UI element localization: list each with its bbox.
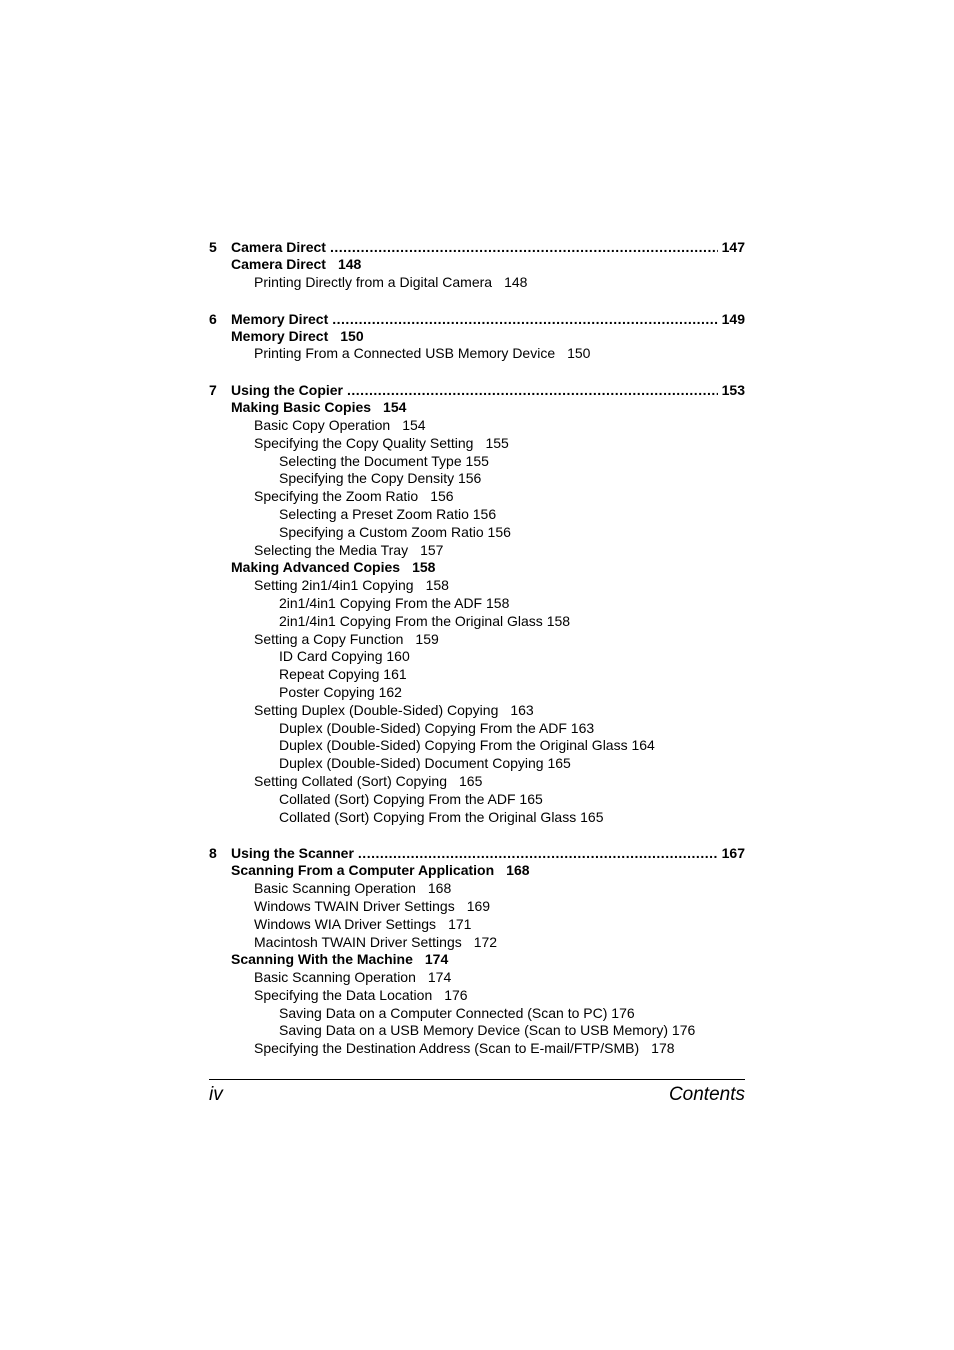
toc-entry-level-3[interactable] [209,1005,745,1023]
entry-title: Selecting a Preset Zoom Ratio [279,505,469,522]
entry-title: Scanning With the Machine [231,951,413,968]
chapter-title: Using the Scanner [231,845,354,862]
page-footer [209,1079,745,1105]
entry-page: 165 [547,755,571,772]
entry-page: 174 [424,951,449,968]
toc-entry-level-2[interactable] [209,577,745,595]
toc-chapter [209,310,745,364]
entry-title: Windows WIA Driver Settings [254,915,437,932]
toc-entry-level-2[interactable] [209,417,745,435]
entry-title: Specifying the Destination Address (Scan to E-mail/FTP/SMB) [254,1040,640,1057]
entry-page: 157 [420,541,444,558]
chapter-row [231,310,745,328]
entry-title: Making Basic Copies [231,399,372,416]
entry-page: 156 [487,523,511,540]
toc-entry-level-3[interactable] [209,506,745,524]
entry-title: Duplex (Double-Sided) Copying From the ADF [279,719,567,736]
toc-chapter [209,238,745,292]
entry-page: 165 [459,772,483,789]
page-number: iv [209,1084,223,1105]
entry-title: Selecting the Document Type [279,452,462,469]
chapter-title: Using the Copier [231,382,344,399]
entry-page: 158 [546,612,571,629]
entry-title: Printing From a Connected USB Memory Device [254,345,556,362]
entry-page: 156 [430,488,454,505]
toc-entry-level-2[interactable] [209,488,745,506]
entry-page: 162 [378,683,402,700]
toc-chapter [209,381,745,826]
entry-title: Collated (Sort) Copying From the Original Glass [279,808,577,825]
toc-entry-level-3[interactable] [209,1022,745,1040]
entry-title: Printing Directly from a Digital Camera [254,273,493,290]
toc-entry-level-2[interactable] [209,702,745,720]
entry-title: Basic Copy Operation [254,416,391,433]
chapter-page: 167 [721,845,745,862]
entry-page: 178 [651,1040,675,1057]
entry-page: 174 [427,969,452,986]
entry-page: 158 [425,577,449,594]
toc-entry-level-3[interactable] [209,595,745,613]
entry-page: 176 [444,986,468,1003]
dot-leader [332,310,717,328]
toc-entry-level-1[interactable] [209,328,745,346]
table-of-contents [209,238,745,1076]
toc-entry-level-3[interactable] [209,737,745,755]
entry-title: Poster Copying [279,683,375,700]
chapter-heading[interactable] [209,238,745,256]
toc-entry-level-3[interactable] [209,470,745,488]
chapter-heading[interactable] [209,381,745,399]
entry-title: Setting Collated (Sort) Copying [254,772,447,789]
toc-entry-level-2[interactable] [209,631,745,649]
toc-entry-level-3[interactable] [209,720,745,738]
toc-entry-level-2[interactable] [209,898,745,916]
toc-entry-level-3[interactable] [209,613,745,631]
toc-entry-level-2[interactable] [209,1040,745,1058]
entry-page: 156 [472,505,497,522]
entry-title: Saving Data on a Computer Connected (Scan to PC) [279,1004,608,1021]
entry-page: 163 [570,719,595,736]
entry-page: 168 [427,880,452,897]
chapter-page: 149 [721,310,745,327]
toc-entry-level-2[interactable] [209,345,745,363]
entry-page: 165 [580,808,604,825]
entry-title: Setting a Copy Function [254,630,404,647]
chapter-number: 6 [209,310,217,327]
toc-entry-level-1[interactable] [209,399,745,417]
toc-entry-level-2[interactable] [209,773,745,791]
entry-page: 176 [671,1022,696,1039]
chapter-title: Memory Direct [231,310,329,327]
toc-entry-level-2[interactable] [209,435,745,453]
entry-title: Saving Data on a USB Memory Device (Scan to USB Memory) [279,1022,669,1039]
entry-page: 156 [457,470,482,487]
entry-page: 154 [383,399,407,416]
entry-page: 176 [611,1004,635,1021]
toc-entry-level-3[interactable] [209,684,745,702]
entry-page: 158 [412,559,436,576]
entry-title: Macintosh TWAIN Driver Settings [254,933,462,950]
chapter-row [231,381,745,399]
entry-title: 2in1/4in1 Copying From the Original Glass [279,612,543,629]
entry-title: Specifying a Custom Zoom Ratio [279,523,484,540]
chapter-row [231,238,745,256]
chapter-page: 147 [721,239,745,255]
entry-title: Duplex (Double-Sided) Document Copying [279,755,544,772]
toc-entry-level-2[interactable] [209,916,745,934]
entry-page: 155 [485,434,509,451]
entry-title: Selecting the Media Tray [254,541,409,558]
chapter-heading[interactable] [209,844,745,862]
entry-title: Basic Scanning Operation [254,880,416,897]
entry-title: Specifying the Copy Density [279,470,455,487]
entry-page: 158 [486,594,510,611]
entry-page: 171 [448,915,472,932]
entry-title: Basic Scanning Operation [254,969,416,986]
entry-title: Repeat Copying [279,666,380,683]
entry-page: 154 [402,416,426,433]
chapter-number: 7 [209,382,217,399]
entry-title: Specifying the Copy Quality Setting [254,434,474,451]
chapter-row [231,844,745,862]
dot-leader [358,844,718,862]
toc-entry-level-1[interactable] [209,951,745,969]
entry-title: Memory Direct [231,327,329,344]
entry-page: 161 [383,666,407,683]
entry-page: 148 [504,273,528,290]
entry-page: 159 [415,630,439,647]
toc-entry-level-3[interactable] [209,791,745,809]
entry-title: Scanning From a Computer Application [231,862,495,879]
toc-entry-level-1[interactable] [209,256,745,274]
section-title: Contents [668,1084,745,1105]
entry-title: Duplex (Double-Sided) Copying From the Original Glass [279,737,628,754]
dot-leader [330,238,718,256]
entry-page: 155 [465,452,489,469]
chapter-page: 153 [721,382,745,399]
toc-chapter [209,844,745,1058]
entry-page: 150 [567,345,591,362]
entry-page: 160 [386,648,410,665]
entry-title: Specifying the Zoom Ratio [254,488,419,505]
entry-title: Specifying the Data Location [254,986,433,1003]
toc-entry-level-3[interactable] [209,524,745,542]
toc-entry-level-3[interactable] [209,755,745,773]
entry-title: Setting Duplex (Double-Sided) Copying [254,701,499,718]
entry-title: Setting 2in1/4in1 Copying [254,577,414,594]
entry-page: 163 [510,701,534,718]
entry-page: 172 [473,933,498,950]
entry-title: ID Card Copying [279,648,383,665]
entry-page: 148 [337,256,362,272]
toc-entry-level-2[interactable] [209,969,745,987]
toc-entry-level-1[interactable] [209,862,745,880]
toc-entry-level-2[interactable] [209,274,745,292]
entry-page: 169 [466,897,491,914]
toc-entry-level-1[interactable] [209,559,745,577]
entry-title: 2in1/4in1 Copying From the ADF [279,594,483,611]
entry-title: Windows TWAIN Driver Settings [254,897,455,914]
toc-entry-level-3[interactable] [209,809,745,827]
toc-entry-level-3[interactable] [209,453,745,471]
entry-page: 164 [631,737,655,754]
chapter-heading[interactable] [209,310,745,328]
chapter-number: 8 [209,845,217,862]
toc-entry-level-3[interactable] [209,666,745,684]
toc-entry-level-2[interactable] [209,542,745,560]
toc-entry-level-3[interactable] [209,648,745,666]
entry-title: Making Advanced Copies [231,559,401,576]
toc-entry-level-2[interactable] [209,987,745,1005]
chapter-title: Camera Direct [231,239,326,255]
dot-leader [347,381,718,399]
entry-page: 168 [506,862,530,879]
toc-entry-level-2[interactable] [209,934,745,952]
chapter-number: 5 [209,239,217,255]
entry-page: 165 [519,790,543,807]
entry-title: Camera Direct [231,256,326,272]
entry-page: 150 [340,327,364,344]
entry-title: Collated (Sort) Copying From the ADF [279,790,516,807]
toc-entry-level-2[interactable] [209,880,745,898]
